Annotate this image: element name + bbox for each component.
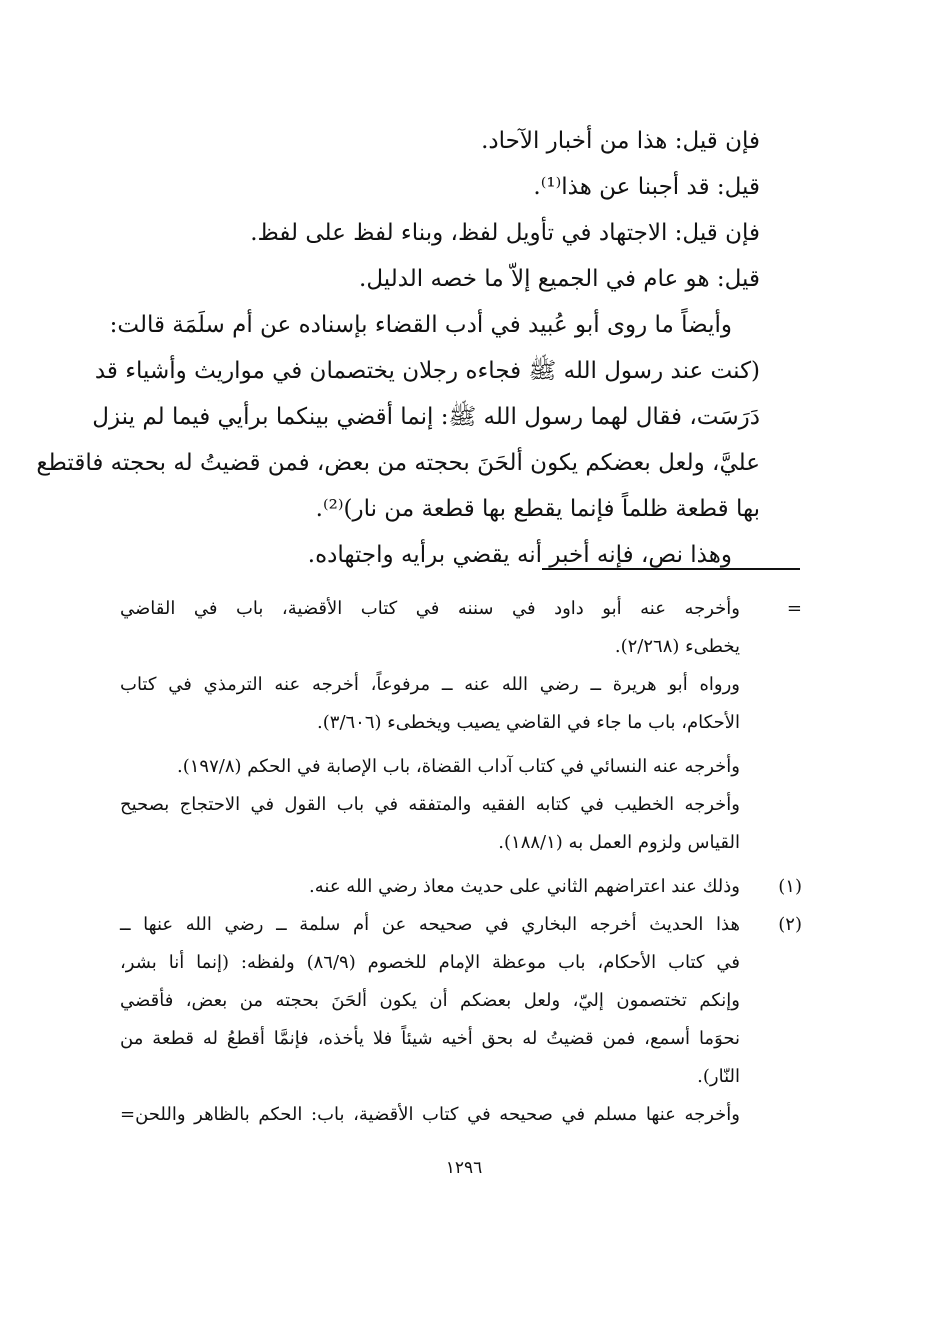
footnote-separator [542, 568, 800, 570]
footnote-continuation [120, 590, 802, 862]
footnotes [120, 590, 802, 1134]
text-line: بها قطعة ظلماً فإنما يقطع بها قطعة من نار)⁽²⁾. [315, 496, 760, 522]
footnote-line: وأخرجه عنه أبو داود في سننه في كتاب الأقضية، باب في القاضي [120, 598, 740, 619]
footnote-line: نحوَما أسمع، فمن قضيتُ له بحق أخيه شيئاً فلا يأخذه، فإنمَّا أقطعُ له قطعة من [120, 1028, 740, 1049]
footnote-2-continued [120, 1096, 802, 1134]
footnote-line: الأحكام، باب ما جاء في القاضي يصيب ويخطىء (٣/٦٠٦). [317, 712, 740, 733]
footnote-line: وأخرجه الخطيب في كتابه الفقيه والمتفقه في باب القول في الاحتجاج بصحيح [120, 794, 740, 815]
footnote-line: ورواه أبو هريرة ــ رضي الله عنه ــ مرفوعاً، أخرجه عنه الترمذي في كتاب [120, 674, 740, 695]
footnote-line: وأخرجه عنها مسلم في صحيحه في كتاب الأقضية، باب: الحكم بالظاهر واللحن= [120, 1104, 740, 1125]
footnote-1 [120, 868, 802, 906]
footnote-line: وأخرجه عنه النسائي في كتاب آداب القضاة، باب الإصابة في الحكم (١٩٧/٨). [177, 756, 740, 777]
footnote-line: يخطىء (٢/٢٦٨). [614, 636, 740, 657]
footnote-line: هذا الحديث أخرجه البخاري في صحيحه عن أم سلمة ــ رضي الله عنها ــ [120, 914, 740, 935]
footnote-line: في كتاب الأحكام، باب موعظة الإمام للخصوم (٨٦/٩) ولفظه: (إنما أنا بشر، [120, 952, 740, 973]
page-number: ١٢٩٦ [445, 1158, 483, 1178]
footnote-line: وإنكم تختصمون إليّ، ولعل بعضكم أن يكون ألحَنَ بحجته من بعض، فأقضي [120, 990, 740, 1011]
footnote-line: النّار). [697, 1066, 740, 1087]
text-line: فإن قيل: الاجتهاد في تأويل لفظ، وبناء لفظ على لفظ. [250, 220, 760, 246]
text-line: عليَّ، ولعل بعضكم يكون ألحَنَ بحجته من بعض، فمن قضيتُ له بحجته فاقتطع [36, 450, 760, 476]
text-line: دَرَسَت، فقال لهما رسول الله ﷺ: إنما أقضي بينكما برأيي فيما لم ينزل [92, 404, 760, 430]
continuation-marker: = [786, 598, 802, 619]
footnote-line: القياس ولزوم العمل به (١٨٨/١). [498, 832, 740, 853]
footnote-2 [120, 906, 802, 1096]
footnote-line: وذلك عند اعتراضهم الثاني على حديث معاذ رضي الله عنه. [309, 876, 740, 897]
text-line: وهذا نص، فإنه أخبر أنه يقضي برأيه واجتهاده. [307, 542, 732, 568]
footnote-number: (١) [778, 876, 802, 897]
text-line: قيل: هو عام في الجميع إلاّ ما خصه الدليل. [359, 266, 760, 292]
footnote-number: (٢) [778, 914, 802, 935]
text-line: فإن قيل: هذا من أخبار الآحاد. [481, 128, 760, 154]
text-line: (كنت عند رسول الله ﷺ فجاءه رجلان يختصمان في مواريث وأشياء قد [94, 358, 760, 384]
main-text [36, 118, 760, 578]
text-line: وأيضاً ما روى أبو عُبيد في أدب القضاء بإسناده عن أم سلَمَة قالت: [109, 312, 732, 338]
text-line: قيل: قد أجبنا عن هذا⁽¹⁾. [533, 174, 760, 200]
